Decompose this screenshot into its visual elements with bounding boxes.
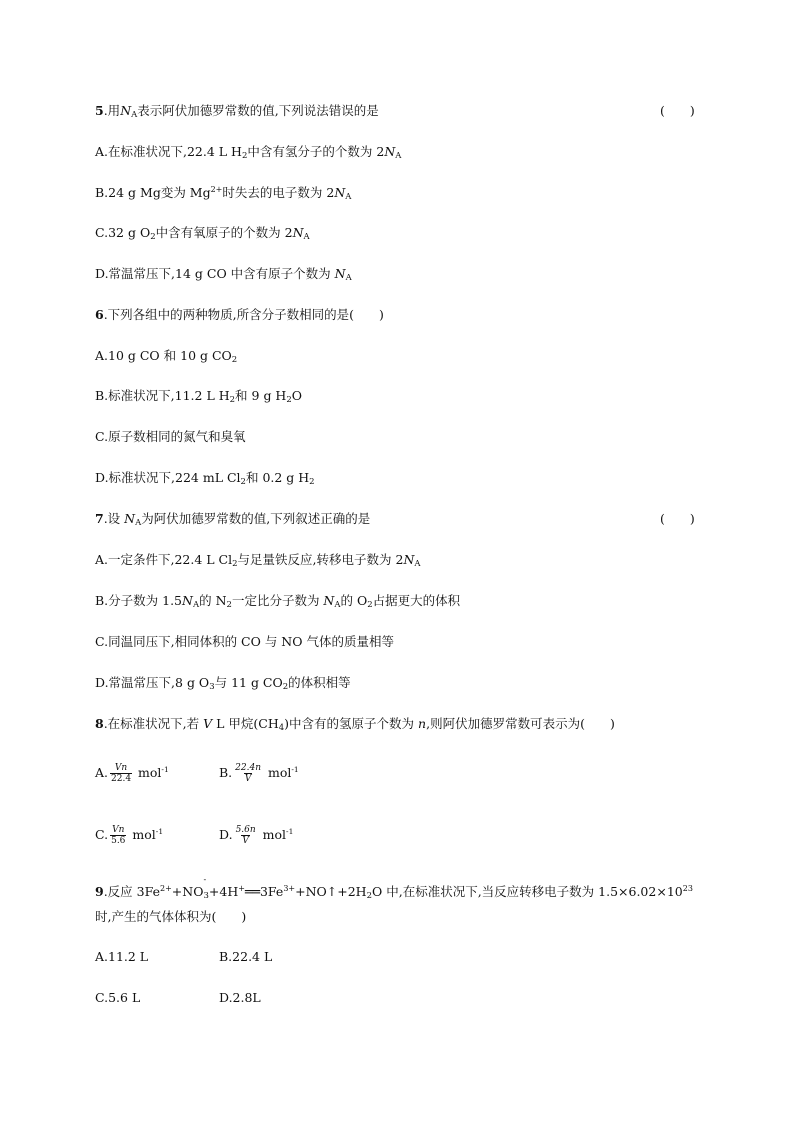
q9-sup5: 23: [682, 884, 693, 893]
q8-b-unit-sup: -1: [291, 765, 299, 774]
q6-b-sub1: 2: [229, 395, 236, 405]
q5-b-sup: 2+: [210, 185, 223, 194]
q6-b-sub2: 2: [286, 395, 292, 405]
q7-d-mid: 与 11 g CO: [214, 675, 283, 690]
q5-answer-paren[interactable]: ( ): [660, 103, 695, 118]
q9-option-d[interactable]: D.2.8L: [219, 990, 261, 1005]
q5-a-mid: 中含有氢分子的个数为 2: [247, 144, 385, 159]
na-sub: A: [345, 273, 352, 283]
q8-stem-mid2: )中含有的氢原子个数为: [284, 716, 419, 731]
q7-a-pre: A.一定条件下,22.4 L Cl: [95, 552, 233, 567]
q9-sub2: 2: [366, 891, 373, 901]
q8-a-num: Vn: [114, 763, 128, 773]
q8-option-c[interactable]: [95, 822, 163, 848]
q8-c-label: C.: [95, 827, 109, 842]
q8-stem-sub: 4: [278, 723, 285, 733]
q8-option-b[interactable]: [219, 760, 299, 786]
q9-sup3: +: [238, 884, 245, 893]
q5-a-sub: 2: [241, 151, 248, 161]
na-sub: A: [395, 151, 402, 161]
q8-stem-pre: .在标准状况下,若: [103, 716, 204, 731]
q8-v-symbol: V: [203, 716, 213, 731]
q6-option-b[interactable]: [95, 387, 302, 405]
q9-option-c[interactable]: C.5.6 L: [95, 990, 141, 1005]
q8-a-unit-sup: -1: [161, 765, 169, 774]
q5-stem-post: 表示阿伏加德罗常数的值,下列说法错误的是: [137, 103, 379, 118]
q8-b-num: 22.4n: [235, 763, 262, 773]
q8-d-num: 5.6n: [235, 825, 256, 835]
na-symbol: N: [334, 266, 346, 281]
q5-c-pre: C.32 g O: [95, 225, 151, 240]
q9-option-a[interactable]: A.11.2 L: [95, 949, 149, 964]
q9-stem-line2: [95, 908, 246, 926]
q8-option-a[interactable]: [95, 760, 169, 786]
na-sub: A: [303, 232, 310, 242]
q6-answer-paren[interactable]: ( ): [349, 307, 384, 322]
q5-d-pre: D.常温常压下,14 g CO 中含有原子个数为: [95, 266, 335, 281]
na-symbol: N: [323, 593, 335, 608]
q9-number: 9: [95, 884, 104, 899]
q8-stem-post: ,则阿伏加德罗常数可表示为: [426, 716, 581, 731]
q8-answer-paren[interactable]: ( ): [580, 716, 615, 731]
q7-a-sub: 2: [232, 559, 238, 569]
q5-stem-pre: .用: [103, 103, 121, 118]
q8-b-fraction: [234, 763, 262, 784]
q7-number: 7: [95, 511, 104, 526]
na-sub: A: [414, 559, 421, 569]
q5-stem: [95, 102, 379, 120]
q9-t3: 3Fe: [259, 884, 284, 899]
q9-t5: O 中,在标准状况下,当反应转移电子数为 1.5×6.02×10: [372, 884, 683, 899]
q9-line2-text: 时,产生的气体体积为: [95, 909, 212, 924]
q7-b-pre: B.分子数为 1.5: [95, 593, 183, 608]
q6-number: 6: [95, 307, 104, 322]
q7-b-sub2: 2: [367, 600, 373, 610]
q9-stem-line1: [95, 875, 693, 901]
q6-d-sub2: 2: [309, 477, 315, 487]
q7-option-d[interactable]: [95, 674, 351, 692]
q7-option-a[interactable]: [95, 551, 421, 569]
q5-option-c[interactable]: [95, 224, 310, 242]
q9-t1: +NO: [171, 884, 204, 899]
q6-d-pre: D.标准状况下,224 mL Cl: [95, 470, 241, 485]
q9-sup1: 2+: [160, 884, 172, 893]
q7-stem-post: 为阿伏加德罗常数的值,下列叙述正确的是: [141, 511, 371, 526]
q7-b-mid3: 的 O: [340, 593, 368, 608]
q8-c-unit-sup: -1: [155, 827, 164, 836]
q8-d-den: V: [242, 836, 249, 846]
na-sub: A: [131, 110, 138, 120]
q8-b-den: V: [244, 774, 252, 784]
q8-a-fraction: [110, 763, 132, 784]
q7-b-mid1: 的 N: [199, 593, 227, 608]
q7-b-mid2: 一定比分子数为: [231, 593, 324, 608]
q8-c-unit: mol: [128, 827, 156, 842]
q8-c-fraction: [110, 825, 126, 846]
q9-answer-paren[interactable]: ( ): [211, 909, 247, 924]
q9-t4: +NO↑+2H: [295, 884, 367, 899]
q8-stem-mid1: L 甲烷(CH: [212, 716, 279, 731]
q7-d-pre: D.常温常压下,8 g O: [95, 675, 210, 690]
q8-a-label: A.: [95, 765, 109, 780]
q6-option-d[interactable]: [95, 469, 315, 487]
q9-nitrate-scripts: - $_3$: [203, 875, 209, 901]
q8-d-unit: mol: [258, 827, 287, 842]
q5-c-mid: 中含有氧原子的个数为 2: [155, 225, 293, 240]
q8-a-den: 22.4: [111, 774, 132, 784]
q7-d-sub1: 3: [209, 682, 215, 692]
q8-c-num: Vn: [112, 825, 125, 835]
na-symbol: N: [334, 185, 346, 200]
q7-option-b[interactable]: [95, 592, 460, 610]
q6-option-a[interactable]: [95, 347, 237, 365]
na-symbol: N: [182, 593, 193, 608]
q8-n-symbol: n: [418, 716, 427, 731]
q7-b-sub1: 2: [226, 600, 232, 610]
na-sub: A: [345, 192, 352, 202]
q6-stem: [95, 306, 384, 324]
q7-d-sub2: 2: [282, 682, 289, 692]
q7-b-post: 占据更大的体积: [372, 593, 461, 608]
q8-number: 8: [95, 716, 104, 731]
q9-sup4: 3+: [283, 884, 296, 893]
q5-b-pre: B.24 g Mg变为 Mg: [95, 185, 211, 200]
q5-option-b[interactable]: [95, 184, 351, 202]
na-symbol: N: [124, 511, 136, 526]
na-symbol: N: [384, 144, 396, 159]
na-sub: A: [192, 600, 200, 610]
q9-equals-arrow: ══: [244, 884, 260, 899]
q6-b-mid: 和 9 g H: [235, 388, 287, 403]
q7-answer-paren[interactable]: ( ): [660, 511, 695, 526]
q9-sub1: 3: [203, 891, 209, 901]
q5-c-sub: 2: [150, 232, 156, 242]
q8-d-unit-sup: -1: [286, 827, 294, 836]
q5-a-pre: A.在标准状况下,22.4 L H: [95, 144, 242, 159]
q6-b-pre: B.标准状况下,11.2 L H: [95, 388, 230, 403]
q7-stem: [95, 510, 370, 528]
q7-d-post: 的体积相等: [288, 675, 351, 690]
q8-stem: [95, 715, 615, 733]
q8-a-unit: mol: [134, 765, 162, 780]
q8-c-den: 5.6: [111, 836, 126, 846]
q6-option-c[interactable]: C.原子数相同的氮气和臭氧: [95, 429, 246, 444]
na-symbol: N: [403, 552, 415, 567]
q6-b-post: O: [291, 388, 302, 403]
q8-option-d[interactable]: [219, 822, 293, 848]
q5-b-mid: 时失去的电子数为 2: [222, 185, 335, 200]
q6-a-pre: A.10 g CO 和 10 g CO: [95, 348, 232, 363]
q5-option-a[interactable]: [95, 143, 401, 161]
q9-stem-pre: .反应 3Fe: [103, 884, 160, 899]
q5-number: 5: [95, 103, 104, 118]
na-symbol: N: [292, 225, 304, 240]
na-sub: A: [334, 600, 341, 610]
q6-a-sub: 2: [231, 355, 238, 365]
q9-option-b[interactable]: B.22.4 L: [219, 949, 273, 964]
na-symbol: N: [120, 103, 132, 118]
q8-b-label: B.: [219, 765, 233, 780]
q7-option-c[interactable]: C.同温同压下,相同体积的 CO 与 NO 气体的质量相等: [95, 634, 394, 649]
q5-option-d[interactable]: [95, 265, 352, 283]
q8-d-fraction: [235, 825, 257, 846]
q6-d-sub1: 2: [240, 477, 246, 487]
q8-b-unit: mol: [264, 765, 292, 780]
q8-d-label: D.: [219, 827, 233, 842]
na-sub: A: [135, 518, 142, 528]
q9-t2: +4H: [208, 884, 239, 899]
q6-stem-text: .下列各组中的两种物质,所含分子数相同的是: [103, 307, 350, 322]
q7-a-mid: 与足量铁反应,转移电子数为 2: [237, 552, 404, 567]
q7-stem-pre: .设: [103, 511, 125, 526]
q6-d-mid: 和 0.2 g H: [245, 470, 310, 485]
